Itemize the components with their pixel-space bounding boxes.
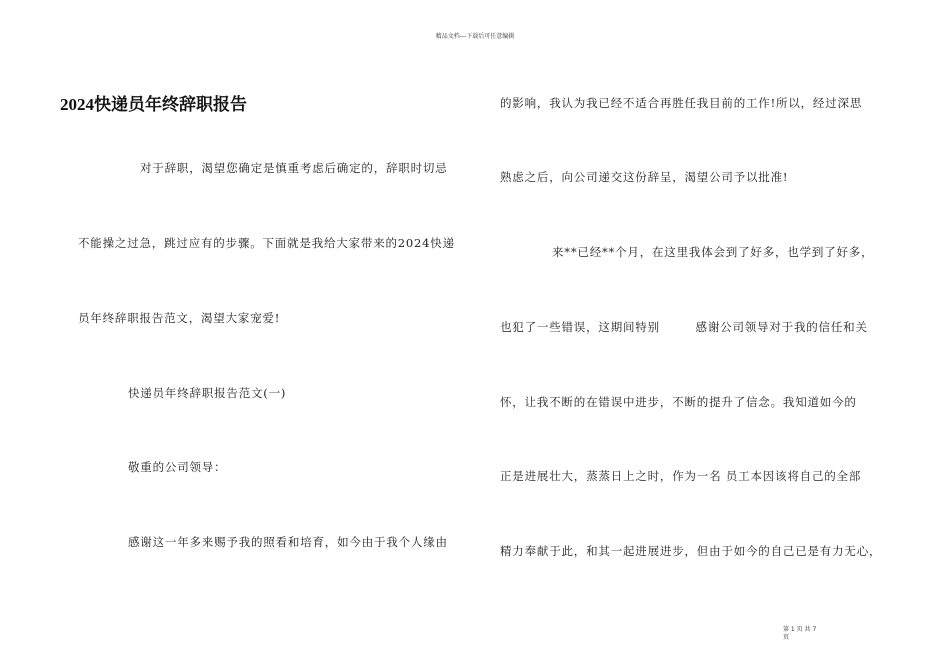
left-paragraph-line: 不能操之过急，跳过应有的步骤。下面就是我给大家带来的2024快递	[78, 236, 455, 250]
right-paragraph-line: 的影响，我认为我已经不适合再胜任我目前的工作!所以，经过深思	[500, 96, 863, 110]
header-note: 精品文档---下载后可任意编辑	[435, 33, 515, 40]
page-number-line: 页	[783, 634, 790, 641]
left-paragraph-line: 对于辞职，渴望您确定是慎重考虑后确定的，辞职时切忌	[140, 161, 448, 175]
document-title: 2024快递员年终辞职报告	[60, 95, 247, 114]
right-paragraph-line: 怀，让我不断的在错误中进步，不断的提升了信念。我知道如今的	[500, 395, 857, 409]
left-paragraph-line: 感谢这一年多来赐予我的照看和培育，如今由于我个人缘由	[128, 535, 448, 549]
page-number	[783, 626, 823, 642]
right-paragraph-line: 来**已经**个月，在这里我体会到了好多，也学到了好多，	[552, 245, 874, 259]
page-number-line: 第 1 页 共 7	[783, 626, 817, 633]
salutation: 敬重的公司领导：	[128, 460, 227, 474]
right-paragraph-line: 熟虑之后，向公司递交这份辞呈，渴望公司予以批准!	[500, 170, 789, 184]
left-paragraph-line: 员年终辞职报告范文，渴望大家宠爱!	[78, 311, 281, 325]
section-heading: 快递员年终辞职报告范文(一)	[128, 386, 287, 400]
right-paragraph-line: 正是进展壮大，蒸蒸日上之时，作为一名 员工本因该将自己的全部	[500, 469, 862, 483]
right-paragraph-line: 精力奉献于此，和其一起进展进步，但由于如今的自己已是有力无心，	[500, 544, 882, 558]
right-paragraph-line: 也犯了一些错误，这期间特别 感谢公司领导对于我的信任和关	[500, 320, 868, 334]
